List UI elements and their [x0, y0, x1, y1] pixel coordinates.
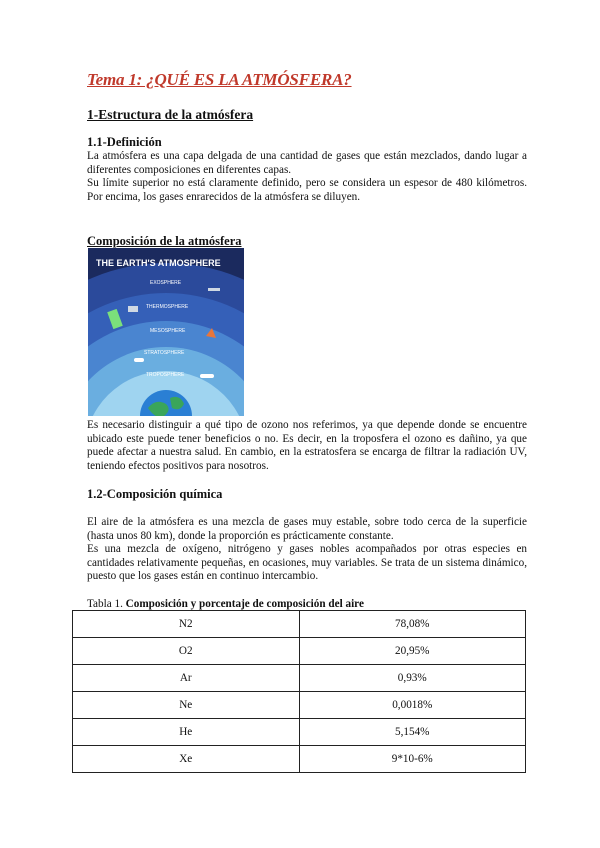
- airplane-icon: [200, 374, 214, 378]
- figure-title: THE EARTH'S ATMOSPHERE: [96, 258, 221, 268]
- table-row: [73, 719, 526, 746]
- table-cell-gas: He: [73, 719, 300, 746]
- layer-label-stratosphere: STRATOSPHERE: [144, 350, 185, 356]
- table-cell-gas: Xe: [73, 746, 300, 773]
- table-cell-percent: 0,93%: [299, 665, 526, 692]
- table-row: [73, 665, 526, 692]
- table-caption: [87, 598, 364, 610]
- layer-label-troposphere: TROPOSPHERE: [146, 372, 185, 378]
- table-cell-percent: 9*10-6%: [299, 746, 526, 773]
- subsection-heading-composicion-quimica: 1.2-Composición química: [87, 487, 223, 501]
- definition-paragraph-1: La atmósfera es una capa delgada de una cantidad de gases que están mezclados, dando lugar a diferentes composiciones en diferentes capas.: [87, 150, 527, 176]
- table-row: [73, 692, 526, 719]
- composition-heading: Composición de la atmósfera: [87, 234, 242, 248]
- layer-label-mesosphere: MESOSPHERE: [150, 328, 186, 334]
- table-cell-gas: Ar: [73, 665, 300, 692]
- table-cell-percent: 0,0018%: [299, 692, 526, 719]
- table-caption-prefix: Tabla 1.: [87, 598, 126, 610]
- table-cell-gas: O2: [73, 638, 300, 665]
- ozone-text: [87, 419, 527, 473]
- atmosphere-illustration: [88, 248, 244, 416]
- table-row: [73, 638, 526, 665]
- composition-table: [72, 610, 526, 773]
- document-title: Tema 1: ¿QUÉ ES LA ATMÓSFERA?: [87, 70, 352, 89]
- layer-label-exosphere: EXOSPHERE: [150, 280, 182, 286]
- balloon-icon: [134, 358, 144, 362]
- definition-text: [87, 150, 527, 204]
- chemistry-text: [87, 516, 527, 584]
- table-row: [73, 611, 526, 638]
- table-cell-percent: 5,154%: [299, 719, 526, 746]
- layer-label-thermosphere: THERMOSPHERE: [146, 304, 189, 310]
- chemistry-paragraph-2: Es una mezcla de oxígeno, nitrógeno y gases nobles acompañados por otras especies en cantidades relativamente pequeñas, en ocasiones, muy variables. Se trata de un sistema dinámico, puesto que los gases están en continuo intercambio.: [87, 543, 527, 583]
- subsection-heading-definicion: 1.1-Definición: [87, 135, 162, 149]
- table-caption-title: Composición y porcentaje de composición del aire: [125, 598, 364, 610]
- chemistry-paragraph-1: El aire de la atmósfera es una mezcla de gases muy estable, sobre todo cerca de la superficie (hasta unos 80 km), donde la proporción es prácticamente constante.: [87, 516, 527, 542]
- table-cell-percent: 20,95%: [299, 638, 526, 665]
- satellite-icon: [128, 306, 138, 312]
- table-cell-percent: 78,08%: [299, 611, 526, 638]
- table-row: [73, 746, 526, 773]
- definition-paragraph-2: Su límite superior no está claramente definido, pero se considera un espesor de 480 kilómetros. Por encima, los gases enrarecidos de la atmósfera se diluyen.: [87, 177, 527, 203]
- atmosphere-diagram: [88, 248, 244, 416]
- table-cell-gas: N2: [73, 611, 300, 638]
- section-heading: 1-Estructura de la atmósfera: [87, 107, 254, 122]
- satellite-icon-2: [208, 288, 220, 291]
- ozone-paragraph: Es necesario distinguir a qué tipo de ozono nos referimos, ya que depende donde se encuentre ubicado este puede tener beneficios o no. Es decir, en la troposfera el ozono es dañino, ya que puede afectar a nuestra salud. En cambio, en la estratosfera se encarga de filtrar la radiación UV, teniendo efectos positivos para nosotros.: [87, 419, 527, 472]
- table-cell-gas: Ne: [73, 692, 300, 719]
